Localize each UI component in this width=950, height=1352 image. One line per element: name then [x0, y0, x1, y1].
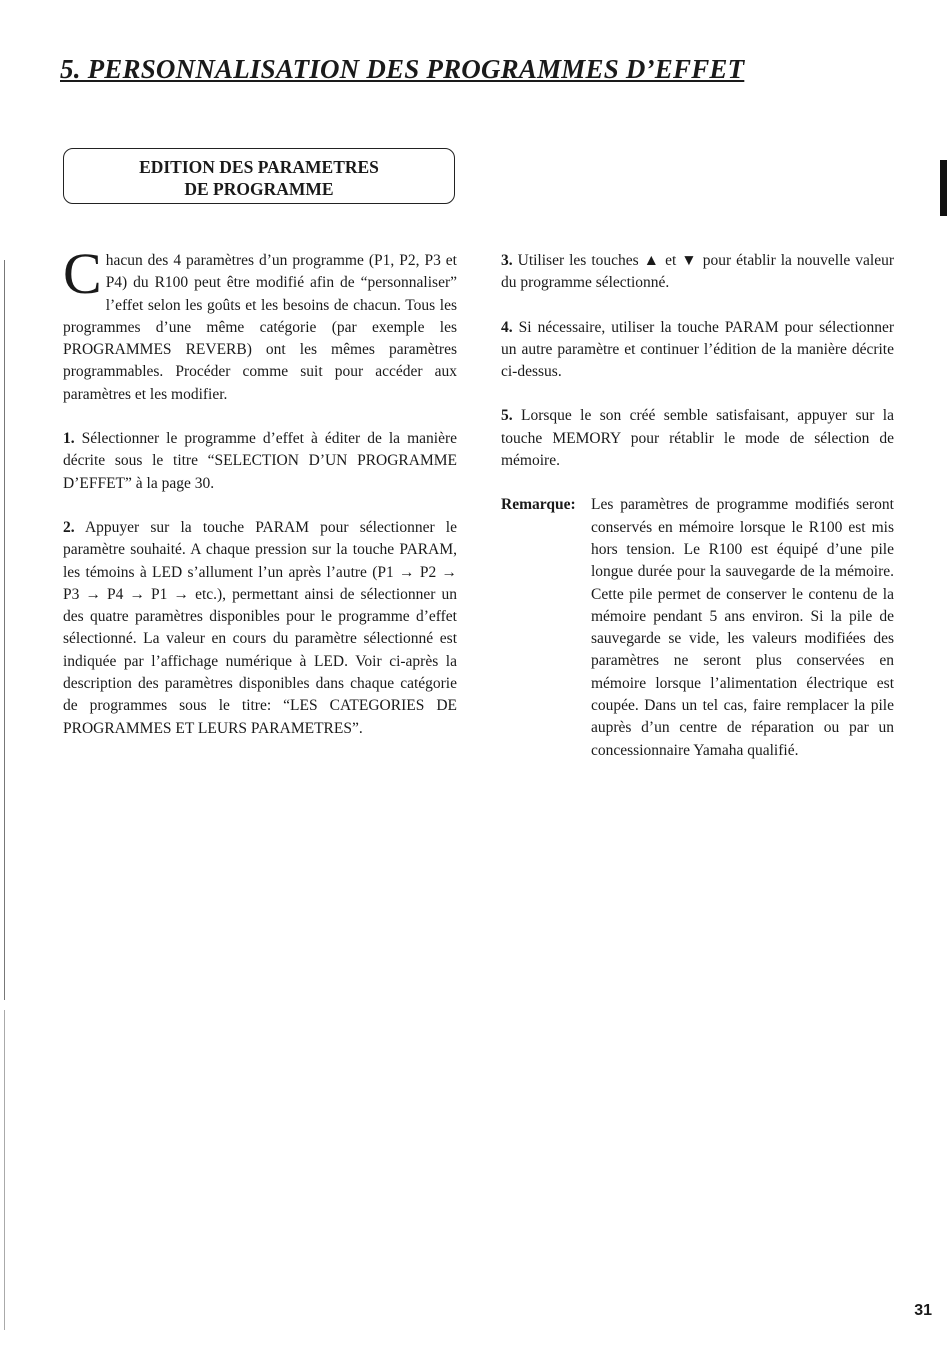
- step-5: [501, 405, 894, 472]
- section-title-box: [63, 148, 455, 204]
- step-5-number: 5.: [501, 407, 513, 425]
- step-3: [501, 250, 894, 295]
- step-3-number: 3.: [501, 252, 513, 269]
- page-number: 31: [914, 1302, 932, 1319]
- step-1-number: 1.: [63, 430, 75, 448]
- section-title-line2: DE PROGRAMME: [184, 179, 334, 199]
- remark-text: Les paramètres de programme modifiés seront conservés en mémoire lorsque le R100 est mis hors tension. Le R100 est équipé d’une pile longue durée pour la sauvegarde de la mémoire. Cette pile permet de conserver le contenu de la mémoire pendant 5 ans environ. Si la pile de sauvegarde se vide, les valeurs modifiées des paramètres ne seront plus conservées en mémoire lorsque l’alimentation électrique est coupée. Dans un tel cas, faire remplacer la pile auprès d’un centre de réparation ou par un concessionnaire Yamaha qualifié.: [591, 496, 894, 759]
- left-column: [63, 241, 458, 762]
- intro-paragraph: [63, 241, 457, 406]
- step-4-text: Si nécessaire, utiliser la touche PARAM pour sélectionner un autre paramètre et continuer l’édition de la manière décrite ci-dessus.: [501, 318, 895, 381]
- step-1-text: Sélectionner le programme d’effet à éditer de la manière décrite sous le titre “SELECTION D’UN PROGRAMME D’EFFET” à la page 30.: [63, 430, 458, 492]
- step-4: [501, 317, 894, 384]
- step-2-text: Appuyer sur la touche PARAM pour sélectionner le paramètre souhaité. A chaque pression sur la touche PARAM, les témoins à LED s’allument l’un après l’autre (P1 → P2 → P3 → P4 → P1 → etc.), permettant ainsi de sélectionner un des quatre paramètres disponibles pour le programme d’effet sélectionné. La valeur en cours du paramètre sélectionné est indiquée par l’affichage numérique à LED. Voir ci-après la description des paramètres disponibles dans chaque catégorie de programmes sous le titre: “LES CATEGORIES DE PROGRAMMES ET LEURS PARAMETRES”.: [63, 518, 457, 737]
- remark-label: Remarque:: [501, 496, 576, 514]
- step-2: [63, 517, 457, 740]
- section-title-line1: EDITION DES PARAMETRES: [139, 157, 379, 177]
- drop-cap: C: [63, 241, 102, 306]
- margin-rule-lower: [4, 1010, 5, 1330]
- step-4-number: 4.: [501, 318, 513, 336]
- right-column: [501, 250, 894, 762]
- margin-rule: [4, 260, 5, 1000]
- step-5-text: Lorsque le son créé semble satisfaisant, appuyer sur la touche MEMORY pour rétablir le mode de sélection de mémoire.: [501, 407, 894, 470]
- intro-text: hacun des 4 paramètres d’un programme (P1, P2, P3 et P4) du R100 peut être modifié afin de “personnaliser” l’effet selon les goûts et les besoins de chacun. Tous les programmes d’une même catégorie (par exemple les PROGRAMMES REVERB) ont les mêmes paramètres programmables. Procéder comme suit pour accéder aux paramètres et les modifier.: [63, 252, 457, 403]
- chapter-title: 5. PERSONNALISATION DES PROGRAMMES D’EFFET: [60, 54, 745, 84]
- remark-note: [501, 494, 894, 762]
- step-1: [63, 428, 457, 495]
- step-3-text: Utiliser les touches ▲ et ▼ pour établir la nouvelle valeur du programme sélectionné.: [501, 252, 895, 292]
- step-2-number: 2.: [63, 518, 75, 536]
- chapter-tab-marker: [940, 160, 947, 216]
